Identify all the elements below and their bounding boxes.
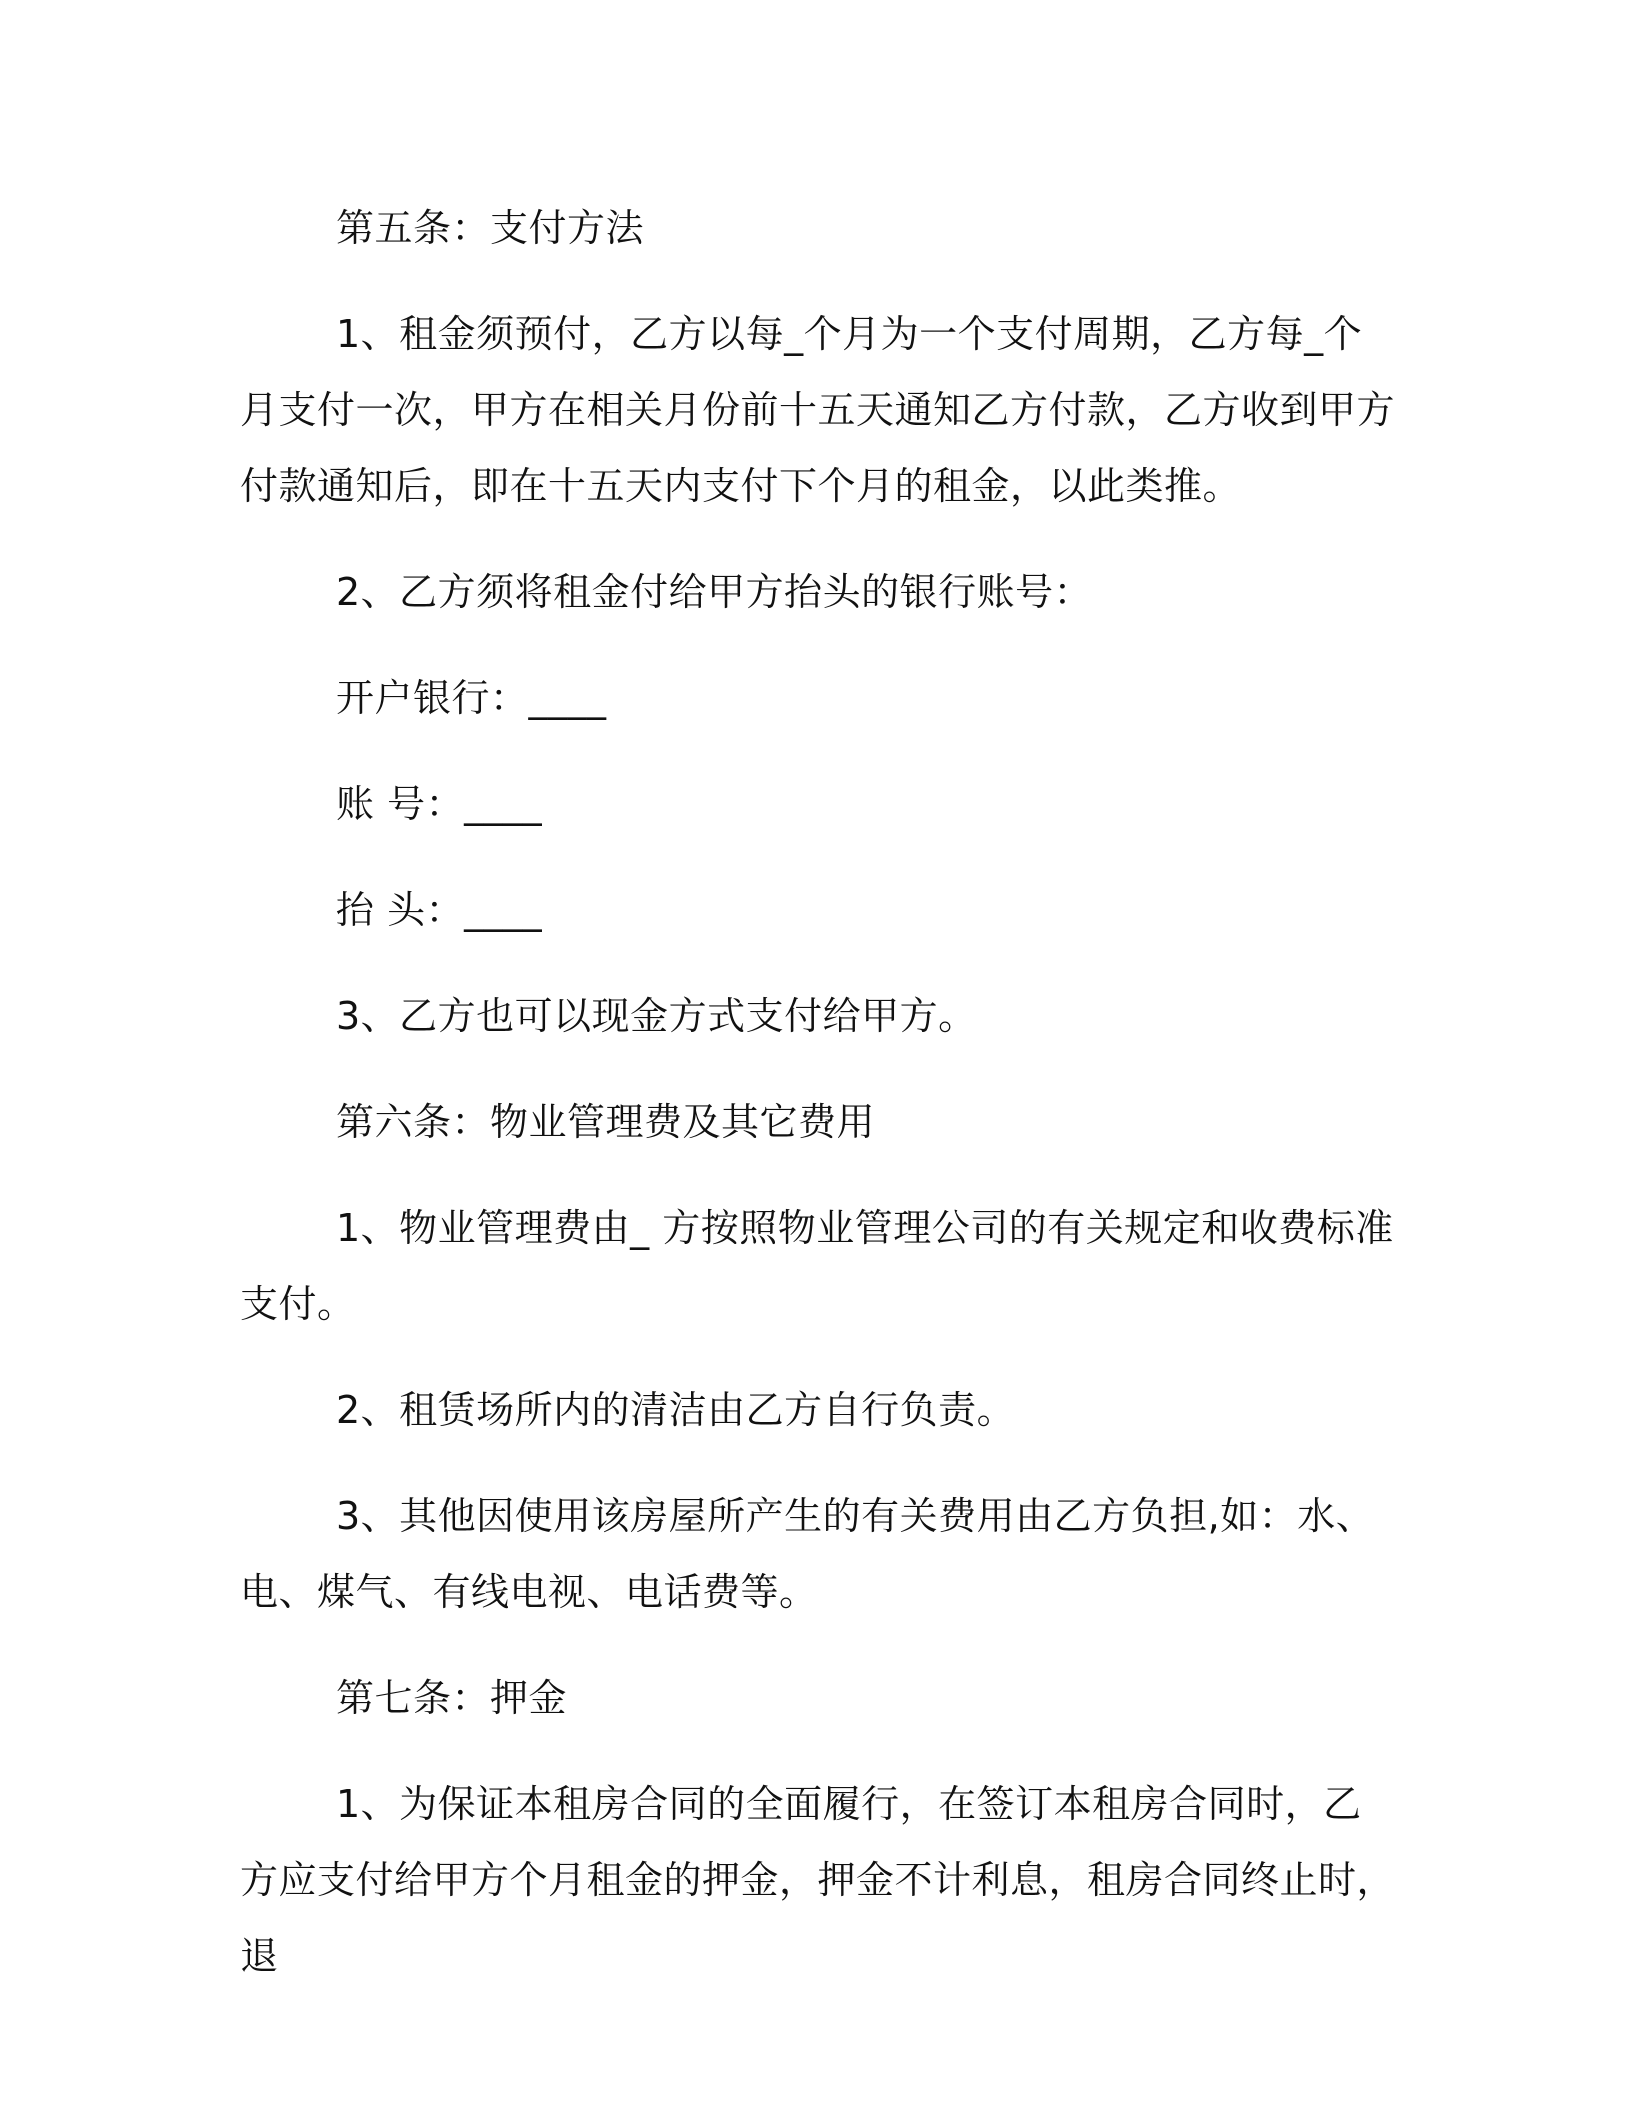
- article-5-clause-2: 2、乙方须将租金付给甲方抬头的银行账号：: [336, 570, 1093, 614]
- article-7-heading: 第七条：押金: [336, 1676, 568, 1720]
- article-5-clause-3: 3、乙方也可以现金方式支付给甲方。: [336, 994, 977, 1038]
- article-6-clause-2: 2、租赁场所内的清洁由乙方自行负责。: [336, 1388, 1016, 1432]
- account-number-field: 账 号：____: [336, 782, 543, 826]
- article-6-heading: 第六条：物业管理费及其它费用: [336, 1100, 876, 1144]
- article-5-clause-1: 1、租金须预付，乙方以每_个月为一个支付周期，乙方每_个月支付一次，甲方在相关月份前十五天通知乙方付款，乙方收到甲方付款通知后，即在十五天内支付下个月的租金，以此类推。: [240, 312, 1396, 508]
- article-6-clause-3: 3、其他因使用该房屋所产生的有关费用由乙方负担,如：水、电、煤气、有线电视、电话费等。: [240, 1494, 1375, 1614]
- bank-name-field: 开户银行：____: [336, 676, 607, 720]
- payee-field: 抬 头：____: [336, 888, 543, 932]
- article-5-heading: 第五条：支付方法: [336, 206, 645, 250]
- article-6-clause-1: 1、物业管理费由_ 方按照物业管理公司的有关规定和收费标准支付。: [240, 1206, 1394, 1326]
- article-7-clause-1: 1、为保证本租房合同的全面履行，在签订本租房合同时，乙方应支付给甲方个月租金的押金，押金不计利息，租房合同终止时，退: [240, 1782, 1396, 1978]
- document-body: [240, 190, 1400, 2024]
